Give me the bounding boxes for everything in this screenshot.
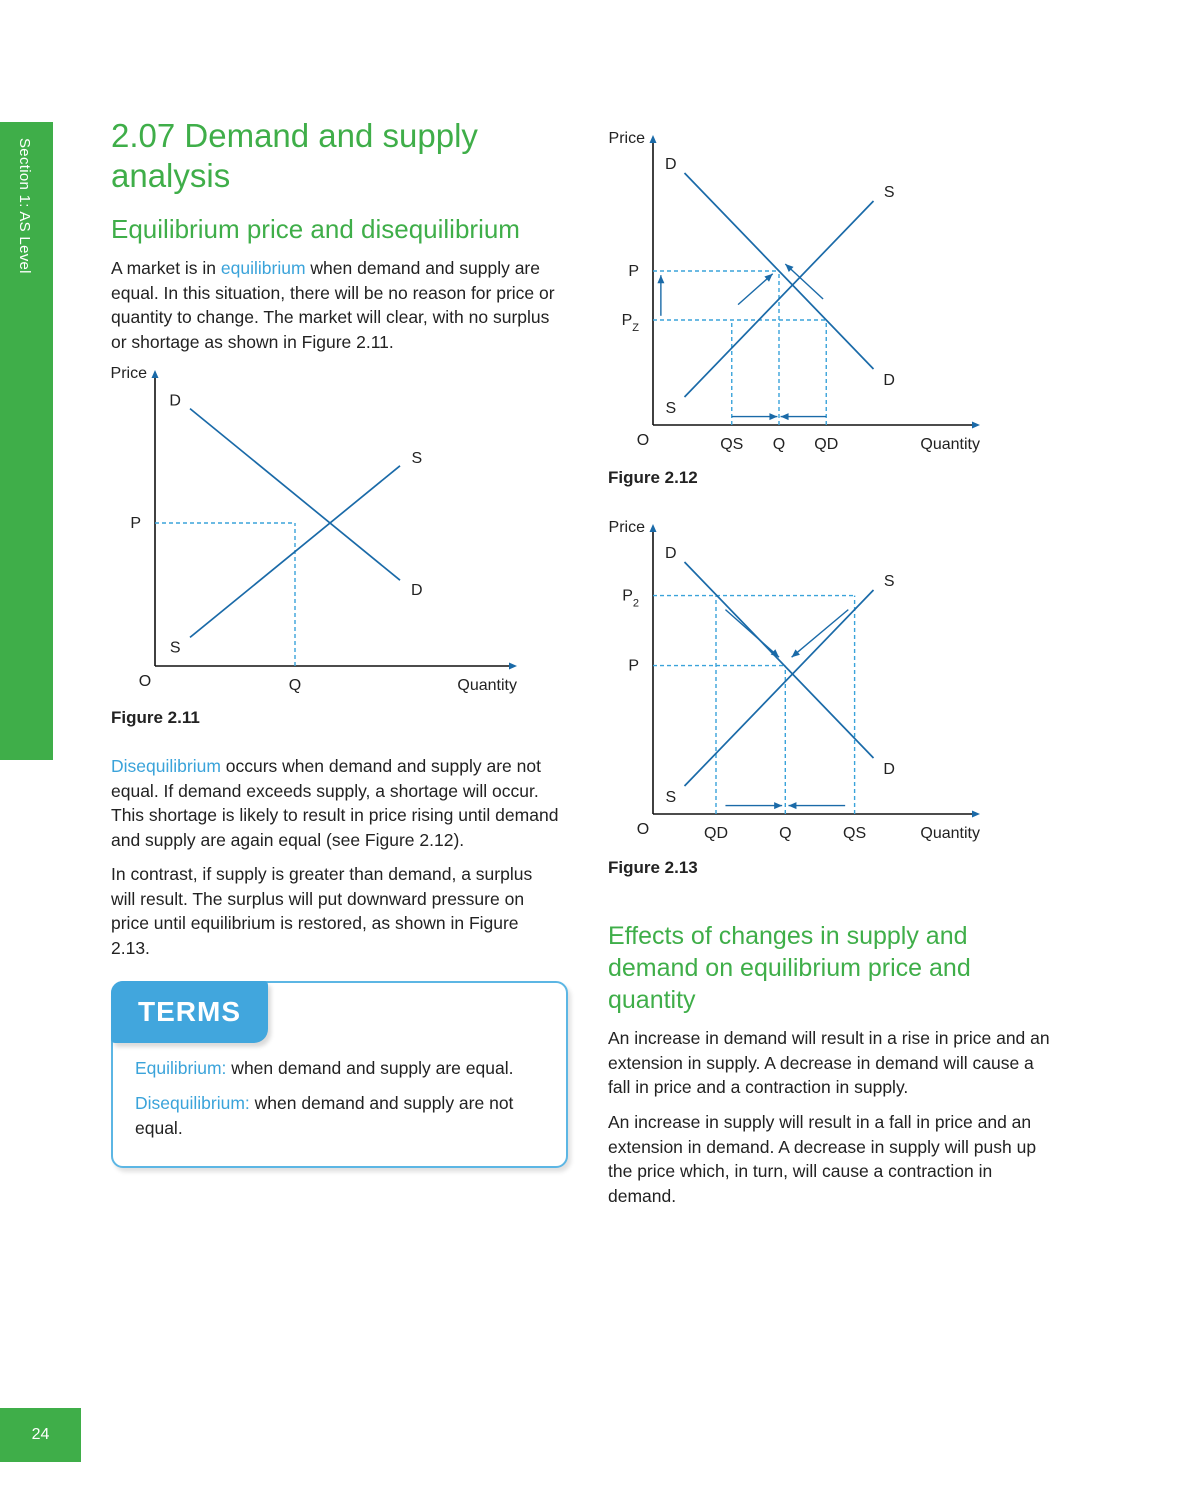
quantity-label: QD bbox=[704, 825, 728, 842]
keyword-equilibrium: equilibrium bbox=[220, 258, 306, 278]
price-label bbox=[628, 263, 639, 280]
page-title: 2.07 Demand and supply analysis bbox=[111, 117, 478, 194]
quantity-label: QD bbox=[814, 436, 839, 453]
supply-curve-end-label: S bbox=[883, 183, 895, 201]
origin-label: O bbox=[138, 673, 152, 690]
quantity-label: Q bbox=[772, 436, 786, 453]
y-axis-label: Price bbox=[110, 365, 147, 382]
y-axis-arrowhead bbox=[152, 370, 159, 378]
y-axis-arrowhead bbox=[650, 135, 657, 143]
paragraph-demand-change: An increase in demand will result in a rise in price and an extension in supply. A decrease in demand will cause a fall in price and a contraction in supply. bbox=[608, 1028, 1050, 1097]
x-axis-arrowhead bbox=[972, 811, 980, 818]
paragraph-supply-change: An increase in supply will result in a fall in price and an extension in demand. A decrease in supply will push up the price which, in turn, will cause a contraction in demand. bbox=[608, 1112, 1037, 1206]
term-name: Disequilibrium: bbox=[135, 1093, 250, 1113]
quantity-label: QS bbox=[843, 825, 867, 842]
section-label: Section 1: AS Level bbox=[16, 138, 33, 274]
terms-label: TERMS bbox=[111, 981, 268, 1043]
adjustment-arrow bbox=[725, 610, 779, 658]
figure-caption-2-11: Figure 2.11 bbox=[111, 708, 200, 727]
figure-2-11-chart bbox=[105, 360, 525, 695]
supply-curve-start-label: S bbox=[169, 639, 181, 657]
term-definition: when demand and supply are equal. bbox=[226, 1058, 514, 1078]
supply-curve bbox=[190, 466, 400, 638]
term-equilibrium bbox=[135, 1056, 550, 1081]
term-definition: when demand and supply are not equal. bbox=[135, 1093, 514, 1138]
paragraph-text: when demand and supply are equal. In this situation, there will be no reason for price or quantity to change. The market will clear, with no surplus or shortage as shown in Figure 2.11. bbox=[111, 258, 555, 352]
price-label-text: P bbox=[622, 587, 633, 605]
y-axis-arrowhead bbox=[650, 524, 657, 532]
demand-curve-start-label: D bbox=[665, 155, 677, 173]
y-axis-label: Price bbox=[608, 130, 645, 147]
term-name: Equilibrium: bbox=[135, 1058, 227, 1078]
figure-caption-2-12: Figure 2.12 bbox=[608, 468, 698, 487]
supply-curve-end-label: S bbox=[411, 449, 423, 467]
y-axis-label: Price bbox=[608, 519, 645, 536]
figure-2-12-chart bbox=[600, 118, 1000, 453]
price-label-subscript: 2 bbox=[632, 597, 639, 610]
price-label-subscript: Z bbox=[632, 322, 639, 334]
paragraph-surplus: In contrast, if supply is greater than demand, a surplus will result. The surplus will put downward pressure on price until equilibrium is restored, as shown in Figure 2.13. bbox=[111, 864, 533, 958]
supply-curve bbox=[685, 590, 874, 786]
paragraph-disequilibrium bbox=[111, 754, 571, 852]
x-axis-label: Quantity bbox=[457, 677, 517, 694]
term-disequilibrium bbox=[135, 1091, 550, 1140]
x-axis-label: Quantity bbox=[920, 436, 980, 453]
demand-curve bbox=[190, 409, 400, 581]
adjustment-arrowhead bbox=[788, 802, 796, 809]
demand-curve-end-label: D bbox=[411, 582, 423, 600]
paragraph-text: A market is in bbox=[111, 258, 221, 278]
quantity-label: Q bbox=[288, 677, 302, 694]
price-label-text: P bbox=[628, 657, 639, 675]
adjustment-arrowhead bbox=[781, 413, 789, 420]
demand-curve-start-label: D bbox=[169, 392, 181, 410]
adjustment-arrow bbox=[792, 610, 849, 658]
demand-curve-end-label: D bbox=[883, 372, 895, 390]
supply-curve-start-label: S bbox=[665, 789, 677, 807]
demand-curve-start-label: D bbox=[665, 544, 677, 562]
origin-label: O bbox=[636, 432, 650, 449]
quantity-label: Q bbox=[779, 825, 792, 842]
price-label-text: P bbox=[130, 515, 141, 532]
price-label bbox=[622, 588, 639, 610]
section-heading-effects: Effects of changes in supply and demand on equilibrium price and quantity bbox=[608, 922, 971, 1014]
origin-label: O bbox=[636, 821, 650, 838]
demand-curve bbox=[685, 562, 874, 758]
demand-curve-end-label: D bbox=[883, 761, 895, 779]
x-axis-arrowhead bbox=[509, 663, 517, 670]
paragraph-text: occurs when demand and supply are not equal. If demand exceeds supply, a shortage will occur. This shortage is likely to result in price rising until demand and supply are again equal (see Figure 2.12). bbox=[111, 756, 559, 850]
adjustment-arrowhead bbox=[657, 275, 664, 283]
keyword-disequilibrium: Disequilibrium bbox=[111, 756, 221, 776]
figure-2-13-chart bbox=[600, 507, 1000, 842]
price-label-text: P bbox=[628, 263, 639, 280]
quantity-label: QS bbox=[720, 436, 744, 453]
x-axis-label: Quantity bbox=[920, 825, 980, 842]
paragraph-equilibrium bbox=[111, 256, 566, 354]
price-label bbox=[628, 658, 639, 675]
price-label bbox=[130, 515, 141, 532]
adjustment-arrowhead bbox=[769, 413, 777, 420]
supply-curve-end-label: S bbox=[883, 572, 895, 590]
figure-caption-2-13: Figure 2.13 bbox=[608, 858, 698, 877]
adjustment-arrowhead bbox=[774, 802, 782, 809]
section-heading-equilibrium: Equilibrium price and disequilibrium bbox=[111, 214, 520, 244]
page-number: 24 bbox=[0, 1408, 81, 1462]
x-axis-arrowhead bbox=[972, 422, 980, 429]
supply-curve-start-label: S bbox=[665, 400, 677, 418]
price-label-text: P bbox=[621, 312, 633, 329]
section-side-tab bbox=[0, 122, 53, 760]
price-label bbox=[622, 312, 640, 334]
